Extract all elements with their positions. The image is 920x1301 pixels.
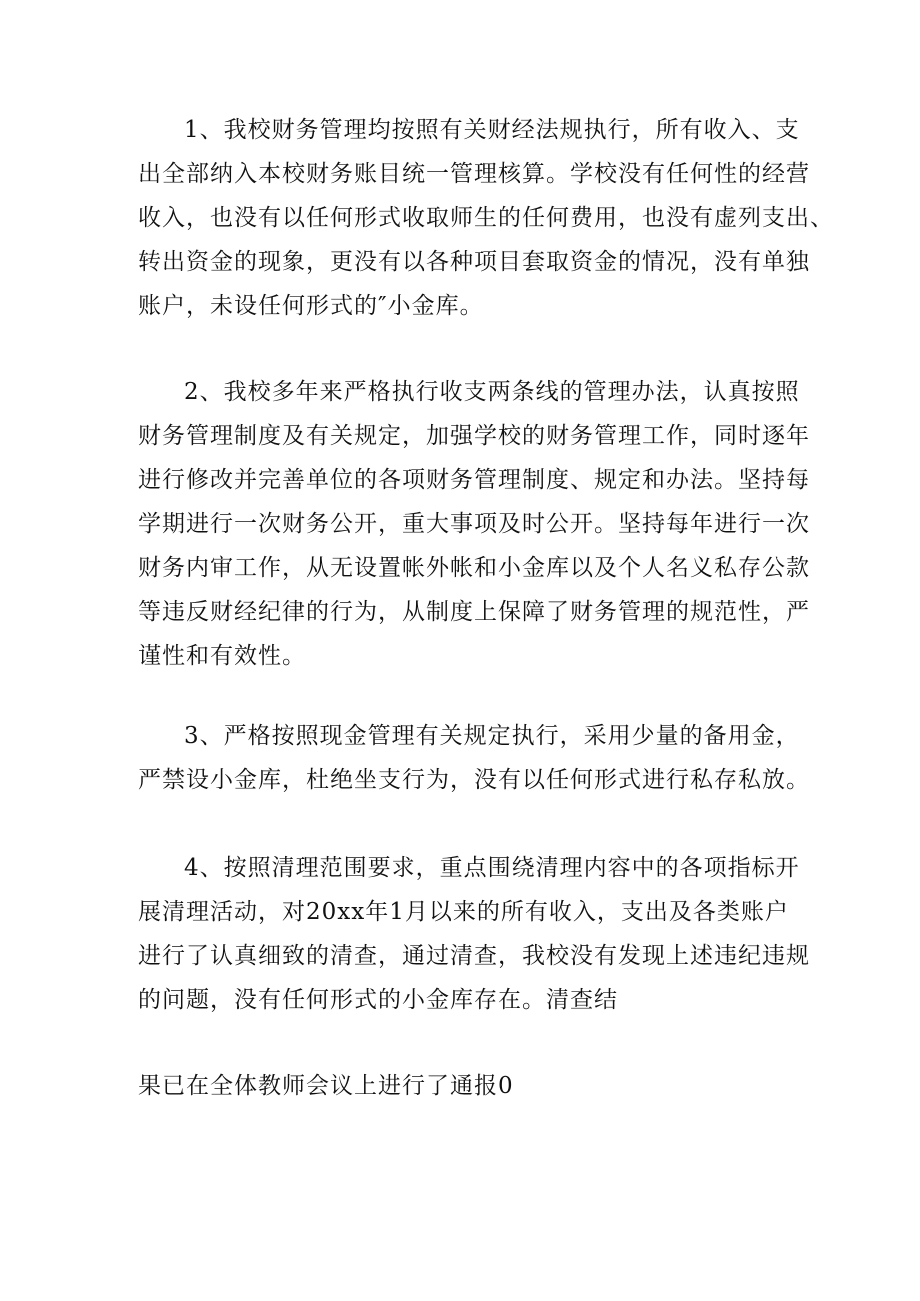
paragraph-line: 果已在全体教师会议上进行了通报0 <box>138 1073 514 1099</box>
paragraph-line: 谨性和有效性。 <box>138 643 306 669</box>
paragraph-line: 进行修改并完善单位的各项财务管理制度、规定和办法。坚持每 <box>138 467 810 493</box>
paragraph-line: 出全部纳入本校财务账目统一管理核算。学校没有任何性的经营 <box>138 161 810 187</box>
paragraph-1 <box>138 108 834 328</box>
paragraph-line: 转出资金的现象，更没有以各种项目套取资金的情况，没有单独 <box>138 249 810 275</box>
paragraph-5 <box>138 1064 798 1108</box>
paragraph-line: 收入，也没有以任何形式收取师生的任何费用，也没有虚列支出、 <box>138 205 834 231</box>
paragraph-line: 学期进行一次财务公开，重大事项及时公开。坚持每年进行一次 <box>138 511 810 537</box>
paragraph-line: 财务内审工作，从无设置帐外帐和小金库以及个人名义私存公款 <box>138 555 810 581</box>
paragraph-line: 进行了认真细致的清查，通过清查，我校没有发现上述违纪违规 <box>138 943 810 969</box>
paragraph-2 <box>138 370 810 678</box>
paragraph-line: 2、我校多年来严格执行收支两条线的管理办法，认真按照 <box>184 379 800 405</box>
paragraph-line: 4、按照清理范围要求，重点围绕清理内容中的各项指标开 <box>184 855 800 881</box>
paragraph-3 <box>138 714 810 802</box>
paragraph-line: 严禁设小金库，杜绝坐支行为，没有以任何形式进行私存私放。 <box>138 767 810 793</box>
paragraph-4 <box>138 846 810 1022</box>
paragraph-line: 的问题，没有任何形式的小金库存在。清查结 <box>138 987 618 1013</box>
paragraph-line: 等违反财经纪律的行为，从制度上保障了财务管理的规范性，严 <box>138 599 810 625</box>
paragraph-line: 3、严格按照现金管理有关规定执行，采用少量的备用金， <box>184 723 800 749</box>
paragraph-line: 1、我校财务管理均按照有关财经法规执行，所有收入、支 <box>184 117 800 143</box>
paragraph-line: 账户，未设任何形式的″小金库。 <box>138 293 484 319</box>
paragraph-line: 展清理活动，对20xx年1月以来的所有收入，支出及各类账户 <box>138 899 789 925</box>
paragraph-line: 财务管理制度及有关规定，加强学校的财务管理工作，同时逐年 <box>138 423 810 449</box>
